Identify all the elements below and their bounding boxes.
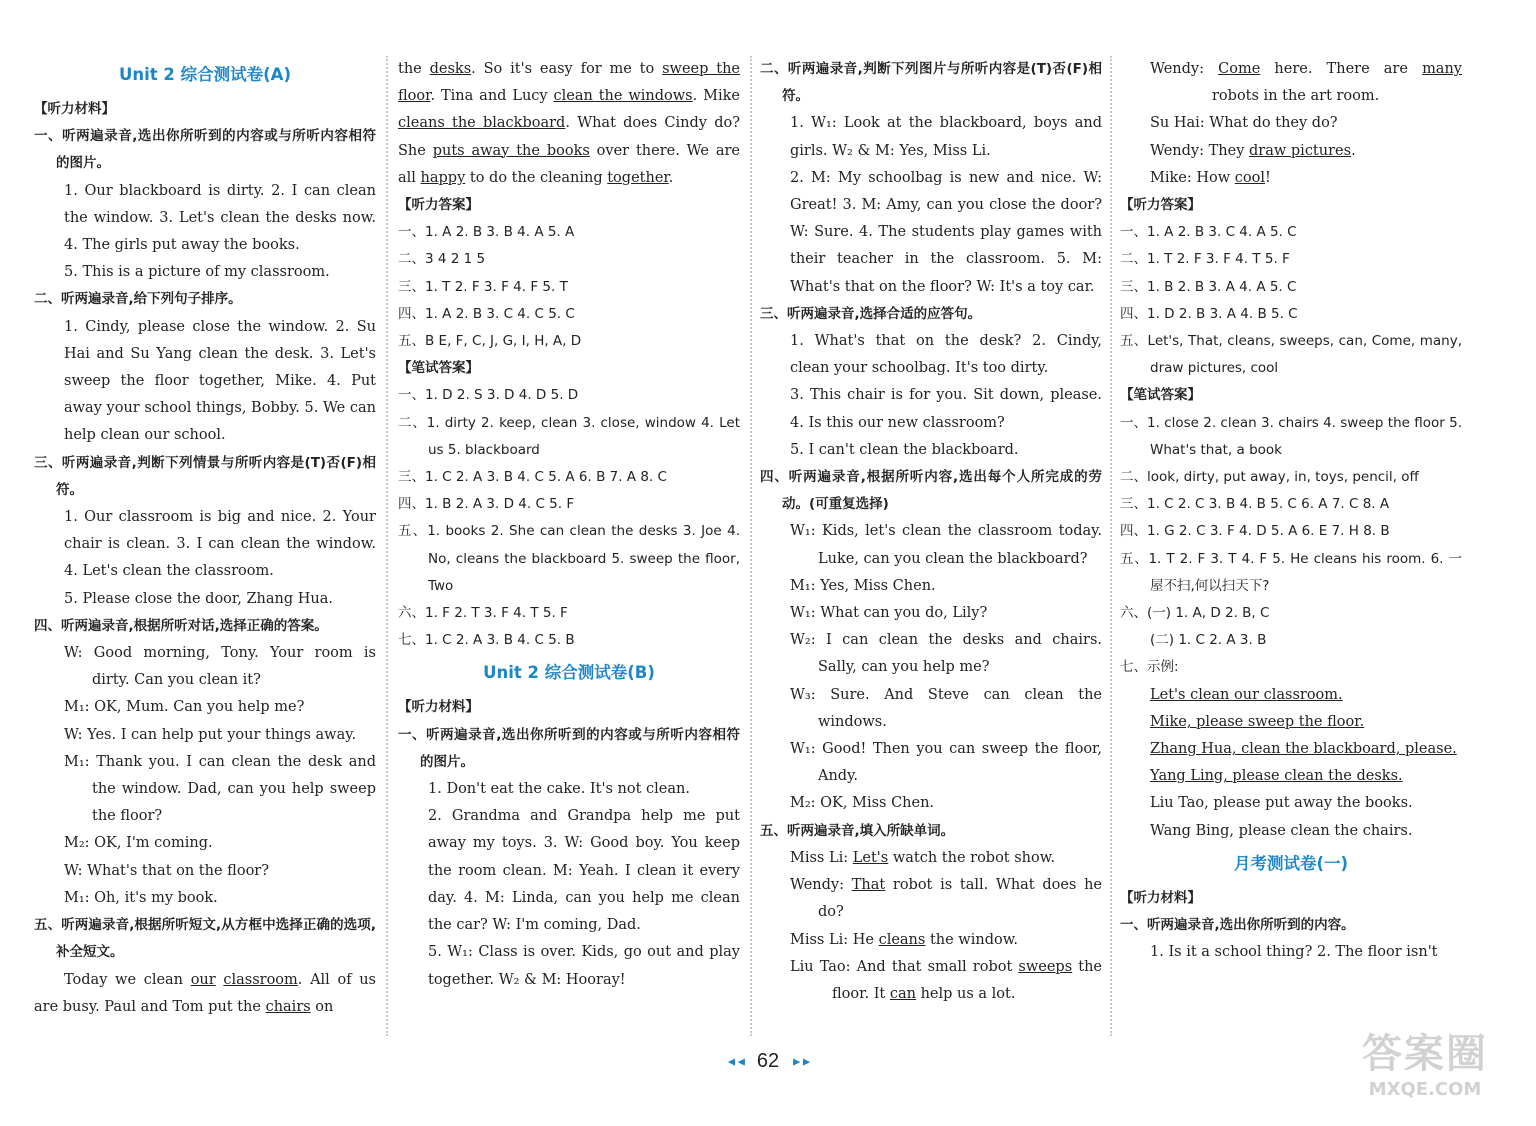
example-sentence: Yang Ling, please clean the desks. [1150, 768, 1403, 785]
answer-word: draw pictures [1249, 142, 1352, 159]
answer-word: sweeps [1018, 958, 1073, 975]
left-arrows-icon: ◄◄ [725, 1054, 746, 1069]
answer-line: 七、1. C 2. A 3. B 4. C 5. B [398, 632, 575, 649]
dialogue-line: W: What's that on the floor? [64, 862, 270, 879]
listening-text: 5. W₁: Class is over. Kids, go out and play together. W₂ & M: Hooray! [428, 944, 740, 988]
dialogue-line: W: Good morning, Tony. Your room is dirty. Can you clean it? [64, 645, 376, 689]
dialogue-line: M₁: Oh, it's my book. [64, 889, 218, 906]
answer-word: desks [429, 61, 472, 77]
answer-line: (二) 1. C 2. A 3. B [1150, 632, 1267, 649]
answer-line: 一、1. D 2. S 3. D 4. D 5. D [398, 387, 579, 404]
listening-answers-tag: 【听力答案】 [1120, 197, 1201, 214]
example-sentence: Wang Bing, please clean the chairs. [1150, 822, 1413, 839]
answer-word: cool [1234, 169, 1265, 186]
listening-text: 5. I can't clean the blackboard. [790, 441, 1019, 458]
dialogue-line: Wendy: Come here. There are many robots in the art room. [1150, 61, 1462, 105]
listening-text: 1. What's that on the desk? 2. Cindy, clean your schoolbag. It's too dirty. [790, 333, 1102, 377]
answer-line: 一、1. close 2. clean 3. chairs 4. sweep the floor 5. What's that, a book [1120, 414, 1462, 458]
answer-line: 一、1. A 2. B 3. C 4. A 5. C [1120, 224, 1297, 241]
listening-text: 1. W₁: Look at the blackboard, boys and girls. W₂ & M: Yes, Miss Li. [790, 115, 1102, 159]
passage-text: Today we clean our classroom. All of us are busy. Paul and Tom put the chairs on [34, 971, 376, 1015]
answer-line: 二、1. T 2. F 3. F 4. T 5. F [1120, 251, 1290, 268]
dialogue-line: W: Yes. I can help put your things away. [64, 726, 357, 743]
dialogue-line: M₂: OK, Miss Chen. [790, 795, 935, 812]
listening-material-tag: 【听力材料】 [398, 699, 479, 716]
listening-text: 2. Grandma and Grandpa help me put away my toys. 3. W: Good boy. You keep the room clean. M: Yeah. I clean it every day. 4. M: Linda, can you help me clean the car? W: I'm coming, Dad. [428, 808, 740, 934]
column-divider [386, 56, 388, 1036]
dialogue-line: Miss Li: Let's watch the robot show. [790, 849, 1056, 866]
page-number: 62 [756, 1050, 780, 1072]
dialogue-line: Mike: How cool! [1150, 169, 1271, 186]
column-4 [1120, 56, 1462, 1046]
dialogue-line: M₁: OK, Mum. Can you help me? [64, 699, 305, 716]
answer-line: 四、1. A 2. B 3. C 4. C 5. C [398, 305, 575, 322]
dialogue-line: Wendy: They draw pictures. [1150, 142, 1356, 159]
answer-line: 三、1. C 2. C 3. B 4. B 5. C 6. A 7. C 8. A [1120, 496, 1390, 513]
section-heading: 二、听两遍录音,判断下列图片与所听内容是(T)否(F)相符。 [760, 61, 1102, 105]
answer-word: can [889, 985, 916, 1002]
answer-word: Let's [852, 849, 889, 866]
listening-text: 1. Cindy, please close the window. 2. Su Hai and Su Yang clean the desk. 3. Let's sweep the floor together, Mike. 4. Put away your school things, Bobby. 5. We can help clean our school. [64, 318, 376, 444]
example-sentence: Mike, please sweep the floor. [1150, 713, 1365, 730]
example-sentence: Let's clean our classroom. [1150, 686, 1343, 703]
answer-line: 三、1. C 2. A 3. B 4. C 5. A 6. B 7. A 8. C [398, 469, 667, 486]
page-footer [0, 1050, 1536, 1080]
dialogue-line: W₁: Kids, let's clean the classroom today. Luke, can you clean the blackboard? [790, 523, 1102, 567]
dialogue-line: M₁: Thank you. I can clean the desk and the window. Dad, can you help sweep the floor? [64, 753, 376, 825]
section-heading: 五、听两遍录音,填入所缺单词。 [760, 822, 955, 839]
dialogue-line: Liu Tao: And that small robot sweeps the floor. It can help us a lot. [790, 958, 1102, 1002]
listening-text: 1. Don't eat the cake. It's not clean. [428, 781, 690, 798]
answer-word: That [851, 877, 886, 894]
example-sentence: Zhang Hua, clean the blackboard, please. [1150, 741, 1457, 758]
answer-line: 六、1. F 2. T 3. F 4. T 5. F [398, 605, 568, 622]
answer-word: Come [1218, 61, 1261, 77]
dialogue-line: W₃: Sure. And Steve can clean the windows. [790, 686, 1102, 730]
answer-word: puts away the books [432, 142, 590, 159]
answer-word: happy [420, 169, 466, 186]
unit-2-test-b-title: Unit 2 综合测试卷(B) [483, 663, 655, 683]
answer-line: 二、3 4 2 1 5 [398, 251, 486, 268]
listening-text: 5. This is a picture of my classroom. [64, 264, 330, 281]
answer-line: 三、1. T 2. F 3. F 4. F 5. T [398, 278, 568, 295]
dialogue-line: W₁: Good! Then you can sweep the floor, Andy. [790, 741, 1102, 785]
dialogue-line: W₁: What can you do, Lily? [790, 605, 988, 622]
section-heading: 一、听两遍录音,选出你所听到的内容。 [1120, 917, 1355, 934]
answer-line: 四、1. G 2. C 3. F 4. D 5. A 6. E 7. H 8. B [1120, 523, 1390, 540]
answer-line: 五、B E, F, C, J, G, I, H, A, D [398, 333, 582, 350]
answer-line: 七、示例: [1120, 659, 1179, 676]
answer-line: 二、look, dirty, put away, in, toys, pencil, off [1120, 469, 1419, 486]
answer-line: 六、(一) 1. A, D 2. B, C [1120, 605, 1270, 622]
watermark-logo: 答案圈 MXQE.COM [1362, 1031, 1488, 1100]
dialogue-line: M₂: OK, I'm coming. [64, 835, 213, 852]
listening-text: 3. This chair is for you. Sit down, please. 4. Is this our new classroom? [790, 387, 1102, 431]
listening-material-tag: 【听力材料】 [34, 101, 115, 117]
listening-text: 5. Please close the door, Zhang Hua. [64, 590, 333, 607]
answer-word: chairs [265, 998, 311, 1015]
listening-answers-tag: 【听力答案】 [398, 197, 479, 214]
dialogue-line: Miss Li: He cleans the window. [790, 931, 1019, 948]
dialogue-line: W₂: I can clean the desks and chairs. Sally, can you help me? [790, 632, 1102, 676]
column-divider [1110, 56, 1112, 1036]
right-arrows-icon: ►► [790, 1054, 811, 1069]
section-heading: 四、听两遍录音,根据所听内容,选出每个人所完成的劳动。(可重复选择) [760, 469, 1102, 513]
answer-line: 四、1. D 2. B 3. A 4. B 5. C [1120, 305, 1298, 322]
answer-line: 五、1. books 2. She can clean the desks 3. Joe 4. No, cleans the blackboard 5. sweep the floor, Two [398, 523, 740, 594]
answer-word: classroom [223, 971, 298, 988]
section-heading: 二、听两遍录音,给下列句子排序。 [34, 291, 242, 308]
dialogue-line: Wendy: That robot is tall. What does he do? [790, 877, 1102, 921]
monthly-test-title: 月考测试卷(一) [1233, 853, 1349, 873]
written-answers-tag: 【笔试答案】 [398, 360, 479, 377]
written-answers-tag: 【笔试答案】 [1120, 387, 1201, 404]
answer-word: sweep the floor [398, 61, 740, 105]
answer-word: many [1422, 61, 1462, 77]
column-3 [760, 56, 1102, 1046]
listening-text: 1. Is it a school thing? 2. The floor isn't [1150, 944, 1438, 961]
dialogue-line: Su Hai: What do they do? [1150, 115, 1338, 132]
answer-line: 二、1. dirty 2. keep, clean 3. close, window 4. Let us 5. blackboard [398, 414, 740, 458]
section-heading: 一、听两遍录音,选出你所听到的内容或与所听内容相符的图片。 [34, 128, 376, 172]
listening-text: 1. Our classroom is big and nice. 2. Your chair is clean. 3. I can clean the window. 4. Let's clean the classroom. [64, 509, 376, 580]
section-heading: 三、听两遍录音,选择合适的应答句。 [760, 305, 982, 322]
column-divider [750, 56, 752, 1036]
answer-line: 三、1. B 2. B 3. A 4. A 5. C [1120, 278, 1297, 295]
column-1 [34, 56, 376, 1046]
passage-text: the desks. So it's easy for me to sweep the floor. Tina and Lucy clean the windows. Mike cleans the blackboard. What does Cindy do? She puts away the books over there. We are all happy to do the cleaning together. [398, 61, 740, 186]
answer-word: cleans the blackboard [398, 115, 566, 132]
column-2 [398, 56, 740, 1046]
example-sentence: Liu Tao, please put away the books. [1150, 795, 1413, 812]
section-heading: 五、听两遍录音,根据所听短文,从方框中选择正确的选项,补全短文。 [34, 917, 376, 961]
answer-word: clean the windows [553, 88, 693, 105]
answer-word: cleans [878, 931, 926, 948]
answer-line: 五、Let's, That, cleans, sweeps, can, Come, many, draw pictures, cool [1120, 333, 1462, 377]
listening-text: 2. M: My schoolbag is new and nice. W: Great! 3. M: Amy, can you close the door? W: Sure. 4. The students play games with their teacher in the classroom. 5. M: What's that on the floor? W: It's a toy car. [790, 169, 1102, 295]
answer-word: our [190, 971, 216, 988]
dialogue-line: M₁: Yes, Miss Chen. [790, 577, 936, 594]
listening-text: 1. Our blackboard is dirty. 2. I can clean the window. 3. Let's clean the desks now. 4. The girls put away the books. [64, 182, 376, 254]
section-heading: 四、听两遍录音,根据所听对话,选择正确的答案。 [34, 617, 328, 634]
section-heading: 三、听两遍录音,判断下列情景与所听内容是(T)否(F)相符。 [34, 454, 376, 498]
answer-word: together [607, 169, 669, 186]
answer-line: 一、1. A 2. B 3. B 4. A 5. A [398, 224, 575, 241]
unit-2-test-a-title: Unit 2 综合测试卷(A) [118, 65, 291, 84]
listening-material-tag: 【听力材料】 [1120, 889, 1201, 906]
section-heading: 一、听两遍录音,选出你所听到的内容或与所听内容相符的图片。 [398, 726, 740, 770]
answer-line: 五、1. T 2. F 3. T 4. F 5. He cleans his room. 6. 一屋不扫,何以扫天下? [1120, 550, 1462, 594]
answer-line: 四、1. B 2. A 3. D 4. C 5. F [398, 496, 575, 513]
